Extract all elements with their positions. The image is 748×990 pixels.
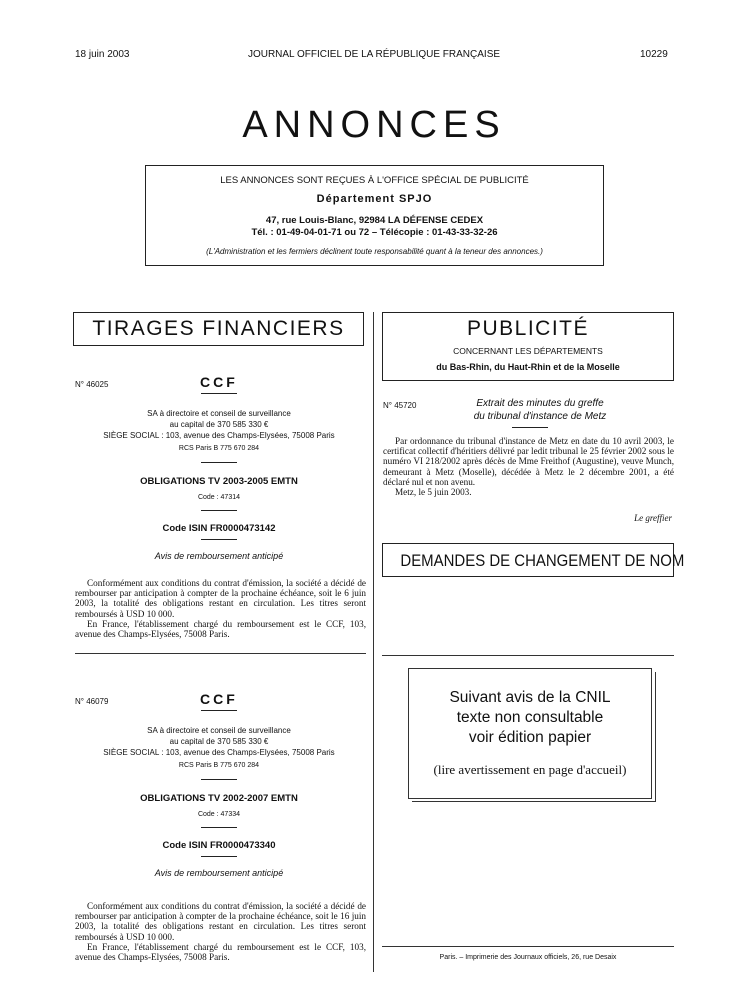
divider [201, 779, 237, 780]
divider [201, 393, 237, 394]
header-journal: JOURNAL OFFICIEL DE LA RÉPUBLIQUE FRANÇAISE [247, 49, 501, 60]
changement-nom-title: DEMANDES DE CHANGEMENT DE NOM [400, 551, 685, 570]
info-line-4: Tél. : 01-49-04-01-71 ou 72 – Télécopie : 01-43-33-32-26 [251, 227, 498, 238]
section-separator [382, 655, 674, 656]
divider [201, 710, 237, 711]
cnil-box [408, 668, 652, 799]
cnil-line-3: voir édition papier [468, 729, 592, 746]
notice-body [75, 901, 366, 962]
notice-heading-2: du tribunal d'instance de Metz [473, 411, 607, 422]
obligation-title: OBLIGATIONS TV 2003-2005 EMTN [140, 476, 298, 487]
company-line-1: SA à directoire et conseil de surveillance [147, 409, 291, 418]
notice-heading-1: Extrait des minutes du greffe [476, 398, 604, 409]
notice-number: N° 46079 [75, 697, 109, 706]
company-line-1: SA à directoire et conseil de surveillance [147, 726, 291, 735]
column-divider [373, 312, 374, 972]
notice-paragraph: En France, l'établissement chargé du remboursement est le CCF, 103, avenue des Champs-Elysées, 75008 Paris. [75, 941, 366, 963]
company-line-2: au capital de 370 585 330 € [169, 420, 269, 429]
company-name: CCF [200, 374, 238, 390]
divider [201, 462, 237, 463]
avis-heading: Avis de remboursement anticipé [154, 868, 284, 878]
info-line-2: Département SPJO [316, 193, 433, 205]
obligation-code: Code : 47314 [197, 494, 241, 501]
changement-nom-box [382, 543, 685, 577]
divider [201, 539, 237, 540]
cnil-box-shadow [655, 672, 656, 802]
footer-imprint: Paris. – Imprimerie des Journaux officiels, 26, rue Desaix [439, 954, 617, 961]
obligation-code: Code : 47334 [197, 811, 241, 818]
rcs-number: RCS Paris B 775 670 284 [178, 445, 260, 452]
obligation-title: OBLIGATIONS TV 2002-2007 EMTN [140, 793, 298, 804]
publicite-title: PUBLICITÉ [466, 317, 590, 340]
publicite-subtitle-1: CONCERNANT LES DÉPARTEMENTS [453, 346, 603, 356]
notice-body [383, 436, 674, 497]
publicite-subtitle-2: du Bas-Rhin, du Haut-Rhin et de la Moselle [436, 362, 620, 372]
notice-paragraph: Par ordonnance du tribunal d'instance de Metz en date du 10 avril 2003, le certificat collectif d'héritiers délivré par ledit tribunal le 25 février 2002 sous le numéro VI 218/2002 après décès de Mme Freithof (Augustine), veuve Munch, demeurant à Metz (Moselle), décédée à Metz le 2 décembre 2001, a été déclaré nul et non avenu. [383, 436, 674, 487]
avis-heading: Avis de remboursement anticipé [154, 551, 284, 561]
tirages-financiers-title: TIRAGES FINANCIERS [92, 317, 345, 340]
notice-paragraph: En France, l'établissement chargé du remboursement est le CCF, 103, avenue des Champs-Elysées, 75008 Paris. [75, 618, 366, 640]
notice-paragraph: Conformément aux conditions du contrat d'émission, la société a décidé de rembourser par anticipation à compter de la prochaine échéance, soit le 16 juin 2003, la totalité des obligations restant en circulation. Les titres seront remboursés à USD 10 000. [75, 901, 366, 942]
company-name: CCF [200, 691, 238, 707]
info-line-3: 47, rue Louis-Blanc, 92984 LA DÉFENSE CEDEX [265, 215, 484, 226]
notice-number: N° 46025 [75, 380, 109, 389]
info-line-5: (L'Administration et les fermiers déclinent toute responsabilité quant à la teneur des annonces.) [206, 247, 543, 256]
divider [201, 856, 237, 857]
notice-number: N° 45720 [383, 401, 417, 410]
notice-separator [75, 653, 366, 654]
company-line-2: au capital de 370 585 330 € [169, 737, 269, 746]
footer-rule [382, 946, 674, 947]
info-line-1: LES ANNONCES SONT REÇUES À L'OFFICE SPÉCIAL DE PUBLICITÉ [220, 175, 529, 186]
cnil-box-shadow [412, 801, 656, 802]
company-line-3: SIÈGE SOCIAL : 103, avenue des Champs-Elysées, 75008 Paris [103, 748, 335, 757]
publicite-box [382, 312, 674, 381]
divider [201, 827, 237, 828]
rcs-number: RCS Paris B 775 670 284 [178, 762, 260, 769]
cnil-line-1: Suivant avis de la CNIL [449, 689, 611, 706]
header-page-number: 10229 [640, 49, 668, 60]
notice-body [75, 578, 366, 639]
divider [201, 510, 237, 511]
cnil-line-2: texte non consultable [456, 709, 604, 726]
notice-paragraph: Metz, le 5 juin 2003. [395, 487, 472, 498]
divider [512, 427, 548, 428]
info-box [145, 165, 604, 266]
isin-code: Code ISIN FR0000473142 [162, 523, 276, 534]
isin-code: Code ISIN FR0000473340 [162, 840, 276, 851]
tirages-financiers-box [73, 312, 364, 346]
page-title: ANNONCES [242, 104, 506, 146]
cnil-line-4: (lire avertissement en page d'accueil) [433, 762, 627, 777]
notice-paragraph: Conformément aux conditions du contrat d'émission, la société a décidé de rembourser par anticipation à compter de la prochaine échéance, soit le 6 juin 2003, la totalité des obligations restant en circulation. Les titres seront remboursés à USD 10 000. [75, 578, 366, 619]
header-date: 18 juin 2003 [75, 49, 130, 60]
signature: Le greffier [634, 513, 672, 523]
company-line-3: SIÈGE SOCIAL : 103, avenue des Champs-Elysées, 75008 Paris [103, 431, 335, 440]
